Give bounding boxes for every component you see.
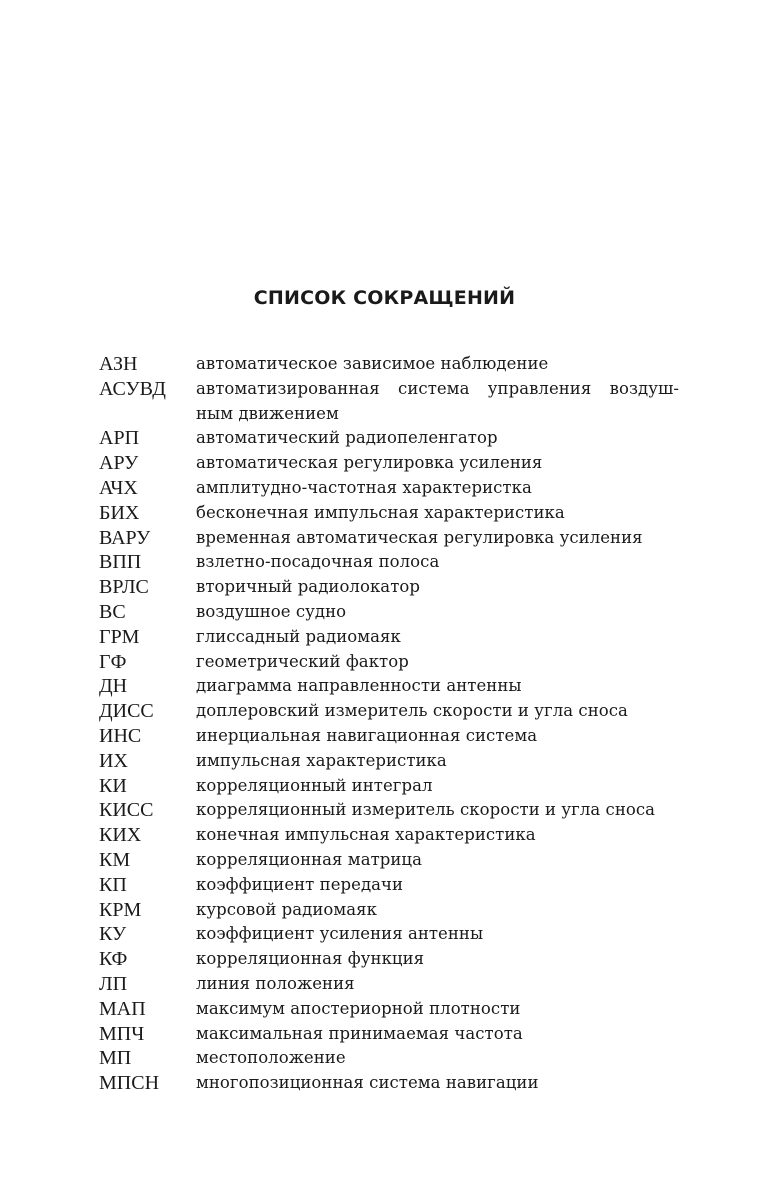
abbreviation-term: ГФ	[99, 650, 127, 673]
definition-line: максимум апостериорной плотности	[196, 998, 521, 1018]
abbreviation-definition	[196, 848, 679, 873]
abbreviation-term: МПСН	[99, 1072, 160, 1095]
abbreviation-definition	[196, 798, 679, 823]
abbreviation-term: КИ	[99, 774, 127, 797]
abbreviation-definition	[196, 352, 679, 377]
definition-line: местоположение	[196, 1048, 346, 1068]
abbreviation-row	[99, 947, 679, 972]
abbreviation-row	[99, 377, 679, 427]
abbreviation-row	[99, 550, 679, 575]
definition-line: конечная импульсная характеристика	[196, 825, 536, 845]
definition-line: корреляционный интеграл	[196, 775, 433, 795]
abbreviation-row	[99, 997, 679, 1022]
abbreviation-term: КУ	[99, 923, 127, 946]
abbreviation-row	[99, 501, 679, 526]
abbreviation-row	[99, 451, 679, 476]
abbreviation-definition	[196, 699, 679, 724]
abbreviation-row	[99, 352, 679, 377]
definition-line: взлетно-посадочная полоса	[196, 552, 440, 572]
abbreviation-row	[99, 674, 679, 699]
abbreviation-term: КИСС	[99, 799, 154, 822]
abbreviation-term: АЗН	[99, 353, 138, 375]
definition-line: амплитудно-частотная характеристка	[196, 477, 532, 497]
definition-line: временная автоматическая регулировка усиления	[196, 527, 643, 547]
abbreviation-term: МП	[99, 1047, 132, 1070]
abbreviation-row	[99, 650, 679, 675]
abbreviation-term: АСУВД	[99, 377, 166, 400]
abbreviation-definition	[196, 575, 679, 600]
definition-line: диаграмма направленности антенны	[196, 676, 522, 696]
abbreviation-term: АРУ	[99, 452, 139, 475]
abbreviation-row	[99, 749, 679, 774]
abbreviation-definition	[196, 823, 679, 848]
definition-line: корреляционный измеритель скорости и угла сноса	[196, 800, 656, 820]
definition-line: коэффициент передачи	[196, 874, 404, 894]
abbreviation-row	[99, 426, 679, 451]
abbreviation-row	[99, 972, 679, 997]
abbreviation-row	[99, 848, 679, 873]
definition-line: вторичный радиолокатор	[196, 577, 420, 597]
definition-line: автоматическое зависимое наблюдение	[196, 354, 549, 373]
abbreviation-definition	[196, 625, 679, 650]
abbreviation-definition	[196, 600, 679, 625]
abbreviation-definition	[196, 550, 679, 575]
abbreviation-definition	[196, 749, 679, 774]
abbreviation-definition	[196, 1046, 679, 1071]
abbreviation-row	[99, 526, 679, 551]
definition-line: многопозиционная система навигации	[196, 1073, 539, 1093]
abbreviation-definition	[196, 947, 679, 972]
abbreviation-term: КП	[99, 873, 127, 896]
definition-line: автоматизированная система управления воздуш-	[196, 378, 679, 398]
abbreviation-term: КРМ	[99, 898, 142, 921]
abbreviation-definition	[196, 426, 679, 451]
definition-line: глиссадный радиомаяк	[196, 626, 401, 646]
abbreviation-row	[99, 1022, 679, 1047]
definition-line: корреляционная функция	[196, 949, 425, 969]
abbreviation-term: ИХ	[99, 749, 128, 772]
abbreviation-term: ВРЛС	[99, 576, 149, 599]
abbreviation-term: КФ	[99, 948, 128, 971]
abbreviation-row	[99, 774, 679, 799]
abbreviation-definition	[196, 997, 679, 1022]
abbreviation-row	[99, 625, 679, 650]
abbreviation-row	[99, 724, 679, 749]
abbreviation-term: ВС	[99, 600, 126, 623]
abbreviation-term: ИНС	[99, 724, 142, 747]
abbreviation-row	[99, 798, 679, 823]
abbreviation-term: ДН	[99, 675, 128, 698]
definition-line: бесконечная импульсная характеристика	[196, 502, 565, 522]
abbreviation-row	[99, 898, 679, 923]
abbreviation-row	[99, 823, 679, 848]
definition-line: автоматическая регулировка усиления	[196, 453, 543, 473]
abbreviation-row	[99, 922, 679, 947]
definition-line: корреляционная матрица	[196, 849, 422, 869]
abbreviation-term: ВАРУ	[99, 526, 151, 549]
abbreviation-definition	[196, 873, 679, 898]
abbreviation-definition	[196, 476, 679, 501]
abbreviation-definition	[196, 898, 679, 923]
abbreviation-term: АРП	[99, 427, 140, 450]
abbreviation-definition	[196, 1071, 679, 1096]
abbreviation-term: МАП	[99, 997, 146, 1020]
abbreviation-definition	[196, 674, 679, 699]
abbreviation-definition	[196, 451, 679, 476]
abbreviation-row	[99, 873, 679, 898]
abbreviation-row	[99, 476, 679, 501]
abbreviation-term: КИХ	[99, 824, 142, 847]
abbreviation-definition	[196, 972, 679, 997]
page-title: СПИСОК СОКРАЩЕНИЙ	[253, 287, 516, 309]
definition-line: коэффициент усиления антенны	[196, 924, 484, 944]
definition-line: курсовой радиомаяк	[196, 899, 378, 919]
abbreviation-term: БИХ	[99, 501, 140, 524]
abbreviation-term: МПЧ	[99, 1022, 145, 1045]
abbreviation-definition	[196, 501, 679, 526]
definition-line: ным движением	[196, 403, 339, 423]
abbreviation-term: ДИСС	[99, 700, 154, 723]
definition-line: геометрический фактор	[196, 651, 409, 671]
abbreviation-definition	[196, 922, 679, 947]
abbreviation-term: АЧХ	[99, 476, 138, 499]
definition-line: импульсная характеристика	[196, 750, 447, 770]
definition-line: автоматический радиопеленгатор	[196, 428, 498, 448]
abbreviation-row	[99, 575, 679, 600]
abbreviation-definition	[196, 377, 679, 427]
abbreviation-row	[99, 600, 679, 625]
definition-line: доплеровский измеритель скорости и угла сноса	[196, 701, 628, 721]
abbreviation-definition	[196, 724, 679, 749]
abbreviation-definition	[196, 650, 679, 675]
abbreviation-definition	[196, 526, 679, 551]
abbreviation-row	[99, 1046, 679, 1071]
abbreviation-row	[99, 699, 679, 724]
abbreviation-definition	[196, 1022, 679, 1047]
definition-line: линия положения	[196, 973, 355, 993]
abbreviation-definition	[196, 774, 679, 799]
abbreviation-term: ЛП	[99, 972, 128, 995]
abbreviation-term: КМ	[99, 848, 131, 871]
abbreviation-list	[99, 352, 679, 1096]
abbreviation-term: ГРМ	[99, 625, 140, 648]
definition-line: воздушное судно	[196, 601, 347, 621]
definition-line: инерциальная навигационная система	[196, 725, 538, 745]
abbreviation-row	[99, 1071, 679, 1096]
abbreviation-term: ВПП	[99, 551, 142, 574]
definition-line: максимальная принимаемая частота	[196, 1023, 523, 1043]
